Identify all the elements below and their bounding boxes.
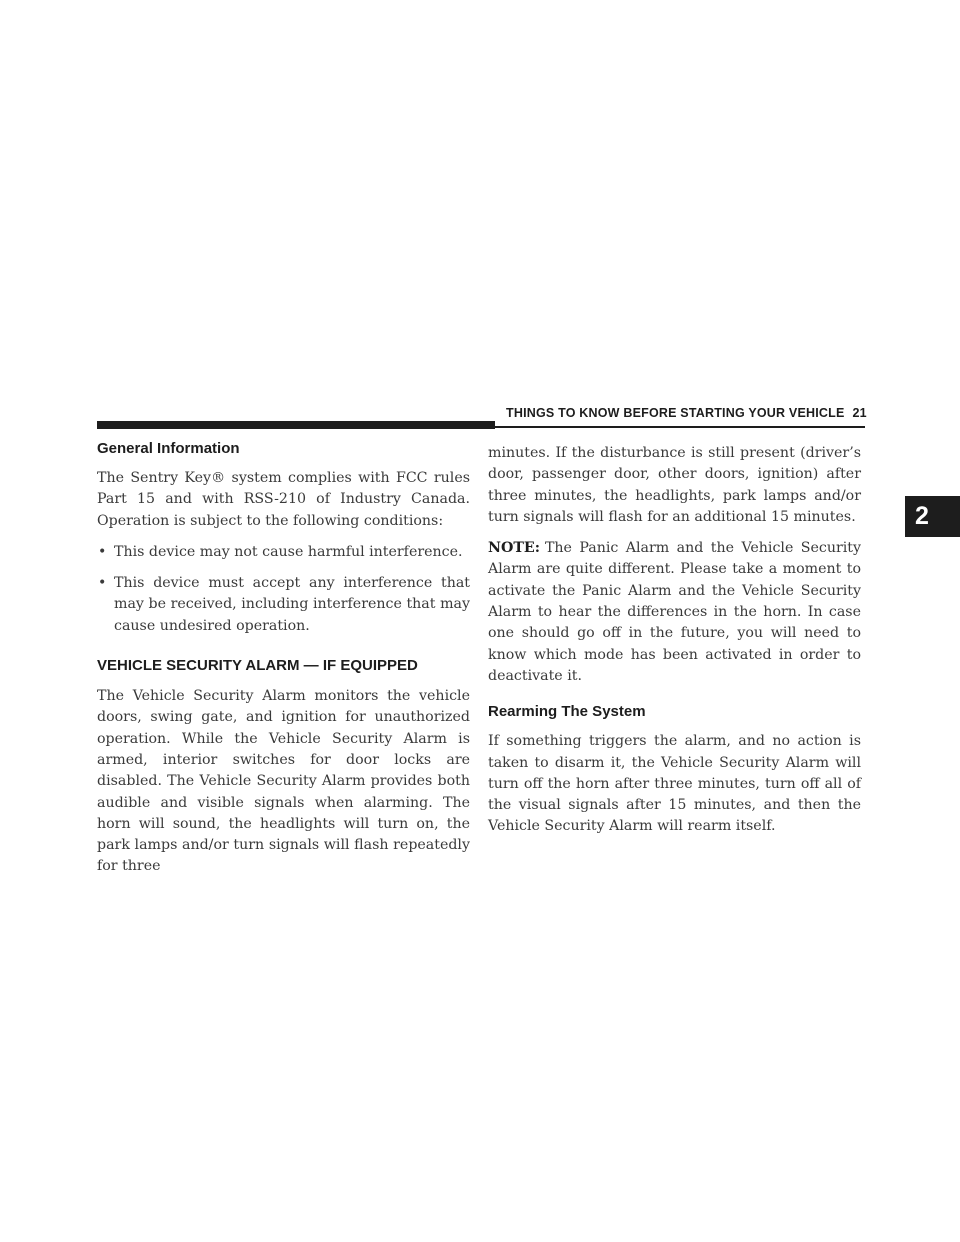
- bullet-icon: •: [98, 575, 107, 592]
- bullet-icon: •: [98, 543, 107, 560]
- heading-general-information: General Information: [97, 440, 240, 457]
- note-text: The Panic Alarm and the Vehicle Security Alarm are quite different. Please take a moment to activate the Panic Alarm and the Vehicle Security Alarm to hear the differences in the horn. In case one should go off in the future, you will need to know which mode has been activated in order to deactivate it.: [488, 540, 861, 684]
- page-number: 21: [852, 406, 867, 420]
- heading-rearming-the-system: Rearming The System: [488, 703, 646, 721]
- running-header-title: THINGS TO KNOW BEFORE STARTING YOUR VEHICLE: [506, 406, 845, 420]
- header-rule-thin: [495, 426, 865, 428]
- list-item: [97, 573, 470, 637]
- right-column: [488, 443, 861, 848]
- heading-vehicle-security-alarm: VEHICLE SECURITY ALARM — IF EQUIPPED: [97, 657, 418, 675]
- running-header: [506, 406, 867, 420]
- general-paragraph: The Sentry Key® system complies with FCC rules Part 15 and with RSS-210 of Industry Canada. Operation is subject to the following conditions:: [97, 470, 470, 529]
- note-paragraph: [488, 538, 861, 687]
- list-item-text: This device may not cause harmful interference.: [114, 543, 463, 560]
- header-rule-thick: [97, 421, 495, 429]
- alarm-paragraph: The Vehicle Security Alarm monitors the vehicle doors, swing gate, and ignition for unauthorized operation. While the Vehicle Security Alarm is armed, interior switches for door locks are disabled. The Vehicle Security Alarm provides both audible and visible signals when alarming. The horn will sound, the headlights will turn on, the park lamps and/or turn signals will flash repeatedly for three: [97, 688, 470, 875]
- note-label: NOTE:: [488, 540, 540, 557]
- rearming-paragraph: If something triggers the alarm, and no action is taken to disarm it, the Vehicle Security Alarm will turn off the horn after three minutes, turn off all of the visual signals after 15 minutes, and then the Vehicle Security Alarm will rearm itself.: [488, 733, 861, 835]
- list-item: [97, 542, 470, 563]
- list-item-text: This device must accept any interference that may be received, including interference that may cause undesired operation.: [114, 575, 470, 634]
- left-column: [97, 440, 470, 888]
- chapter-tab: 2: [905, 496, 960, 537]
- conditions-list: [97, 542, 470, 637]
- continuation-paragraph: minutes. If the disturbance is still present (driver’s door, passenger door, other doors, ignition) after three minutes, the headlights, park lamps and/or turn signals will flash for an additional 15 minutes.: [488, 445, 861, 525]
